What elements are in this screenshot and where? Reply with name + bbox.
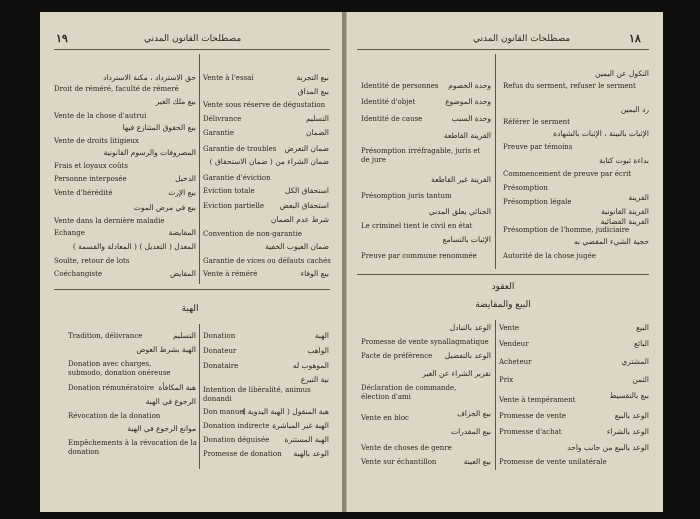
term-fr: Frais et loyaux coûts [54,162,128,170]
term-ar: بيع الحقوق المتنازع فيها [122,123,196,132]
term-fr: Pacte de préférence [361,352,433,360]
term-ar: الجنائي يعلق المدني [428,207,491,216]
header-rule [357,49,649,50]
term-fr: Promesse de vente unilatérale [499,458,607,466]
term-fr: Intention de libéralité, animus donandi [203,386,311,403]
term-fr: Vente à l'essai [203,74,254,82]
term-ar: القرينة القضائية [600,217,649,226]
term-ar: القرينة القانونية [601,207,649,216]
column-divider [495,54,496,269]
term-ar: ضمان الشراء من ( ضمان الاستحقاق ) [209,157,329,166]
section-subtitle: البيع والمقايضة [475,300,531,310]
term-fr: Preuve par témoins [503,143,573,151]
term-fr: Commencement de preuve par écrit [503,170,632,178]
term-ar: بيع العينة [463,457,491,466]
term-fr: Révocation de la donation [68,412,161,420]
term-fr: Garantie d'éviction [203,174,271,182]
term-fr: Donation avec charges, submodo, donation onéreuse [68,360,171,377]
term-ar: المقايض [169,269,196,278]
column-divider [199,54,200,284]
term-fr: Promesse de donation [203,450,282,458]
term-fr: Vente de droits litigieux [54,137,139,145]
running-header: مصطلحات القانون المدني [144,34,242,44]
right-page [346,12,663,512]
term-fr: Vente à tempérament [499,396,576,404]
term-fr: Vente sur échantillon [361,458,437,466]
term-ar: بيع المذاق [297,87,329,96]
term-fr: Vente de choses de genre [361,444,452,452]
term-fr: Promesse de vente [499,412,567,420]
term-fr: Refus du serment, refuser le serment [503,82,636,90]
term-ar: بيع الإرث [168,188,196,197]
term-fr: Garantie de vices ou défauts cachés [203,257,331,265]
term-ar: الإثبات بالتسامع [442,235,491,244]
term-ar: الرجوع في الهبة [145,397,196,406]
term-ar: بيع الوفاء [300,269,329,278]
term-fr: Présomption [503,184,548,192]
term-fr: Le criminel tient le civil en état [361,222,473,230]
term-ar: الوعد بالهبة [293,449,329,458]
term-fr: Soulte, retour de lots [54,257,130,265]
term-ar: الهبة غير المباشرة [272,421,329,430]
column-divider [199,324,200,469]
term-fr: Vente de la chose d'autrui [54,112,147,120]
term-fr: Déclaration de commande, élection d'ami [361,384,457,401]
term-ar: النكول عن اليمين [595,69,649,78]
term-ar: الضمان [305,128,329,137]
section-title: العقود [491,282,515,292]
term-ar: حجية الشيء المقضي به [573,237,649,246]
term-fr: Délivrance [203,115,242,123]
page-number: ١٨ [629,32,641,45]
term-fr: Eviction totale [203,187,255,195]
term-fr: Personne interposée [54,175,127,183]
term-fr: Présomption irréfragable, juris et de jure [361,147,481,164]
term-fr: Donation rémunératoire [68,384,155,392]
term-fr: Vente à réméré [203,270,258,278]
term-ar: بيع بالتقسيط [609,391,649,400]
term-ar: شرط عدم الضمان [270,215,329,224]
term-fr: Empêchements à la révocation de la donation [68,439,197,456]
section-rule [54,289,330,290]
term-fr: Eviction partielle [203,202,265,210]
term-ar: استحقاق الكل [285,186,329,195]
term-ar: استحقاق البعض [279,201,329,210]
term-ar: الوعد بالبيع [614,411,649,420]
term-ar: الهبة بشرط العوض [136,345,196,354]
left-page [40,12,343,512]
section-rule [357,274,649,275]
term-fr: Vendeur [499,340,529,348]
term-ar: بيع التجربة [296,73,329,82]
term-fr: Présomption légale [503,198,572,206]
term-ar: بيع الجزاف [457,409,491,418]
term-ar: وحدة الخصوم [448,81,491,90]
term-fr: Coéchangiste [54,270,103,278]
term-ar: وحدة الموضوع [445,97,491,106]
term-fr: Identité d'objet [361,98,416,106]
term-ar: المقايضة [168,228,196,237]
term-ar: الثمن [632,375,649,384]
term-fr: Vente dans la dernière maladie [54,217,165,225]
term-ar: موانع الرجوع في الهبة [127,424,196,433]
term-ar: تقرير الشراء عن الغير [422,369,491,378]
term-ar: بيع المقدرات [451,427,491,436]
page-number: ١٩ [56,32,68,45]
term-fr: Garantie de troubles [203,145,277,153]
term-fr: Autorité de la chose jugée [503,252,596,260]
term-fr: Promesse d'achat [499,428,562,436]
term-ar: الدخيل [175,174,196,183]
term-ar: هبة المكافأة [158,383,196,392]
term-ar: البائع [634,339,649,348]
term-ar: الموهوب له [292,361,329,370]
term-fr: Identité de cause [361,115,423,123]
term-fr: Vente [499,324,520,332]
term-fr: Vente sous réserve de dégustation [203,101,326,109]
term-fr: Prix [499,376,514,384]
term-fr: Vente en bloc [361,414,409,422]
term-ar: ضمان التعرض [284,144,329,153]
term-ar: المعدل ( التعديل ) ( المعادلة والقسمة ) [72,242,196,251]
term-ar: هبة المنقول ( الهبة اليدوية ) [242,407,329,416]
term-fr: Vente d'hérédité [54,189,113,197]
term-ar: الوعد بالتفضيل [444,351,491,360]
term-fr: Garantie [203,129,234,137]
term-ar: القرينة غير القاطعة [431,175,491,184]
term-fr: Identité de personnes [361,82,439,90]
term-ar: بيع في مرض الموت [133,203,196,212]
term-fr: Donataire [203,362,239,370]
term-ar: المشتري [621,357,649,366]
term-ar: الوعد بالشراء [606,427,649,436]
term-ar: القرينة [628,193,649,202]
term-ar: الوعد بالبيع من جانب واحد [567,443,649,452]
term-ar: البيع [636,323,649,332]
term-ar: القرينة القاطعة [443,131,491,140]
term-ar: وحدة السبب [451,114,491,123]
term-ar: رد اليمين [620,105,649,114]
term-ar: التسليم [305,114,329,123]
term-fr: Promesse de vente synallagmatique [361,338,489,346]
term-fr: Référer le serment [503,118,570,126]
term-fr: Convention de non-garantie [203,230,303,238]
term-ar: المصروفات والرسوم القانونية [103,148,196,157]
term-fr: Echange [54,229,85,237]
running-header: مصطلحات القانون المدني [473,34,571,44]
term-fr: Donateur [203,347,237,355]
term-fr: Donation indirecte [203,422,270,430]
term-ar: نية التبرع [300,375,329,384]
term-ar: حق الاسترداد ، مكنة الاسترداد [103,73,196,82]
section-title: الهبة [181,304,199,314]
term-fr: Présomption juris tantum [361,192,452,200]
term-fr: Donation déguisée [203,436,270,444]
term-ar: التسليم [172,331,196,340]
term-fr: Don manuel [203,408,246,416]
term-ar: الوعد بالتبادل [449,323,491,332]
term-ar: الإثبات بالبينة ، الإثبات بالشهادة [553,129,649,138]
term-ar: ضمان العيوب الخفية [265,242,329,251]
term-fr: Acheteur [499,358,532,366]
header-rule [54,49,330,50]
term-ar: الهبة [314,331,329,340]
column-divider [495,320,496,470]
term-ar: بداءة ثبوت كتابة [599,156,649,165]
term-fr: Preuve par commune renommée [361,252,477,260]
term-fr: Droit de réméré, faculté de rémeré [54,85,179,93]
term-fr: Présomption de l'homme, judiciaire [503,226,630,234]
term-ar: بيع ملك الغير [155,97,196,106]
term-ar: الهبة المستترة [284,435,329,444]
term-fr: Donation [203,332,236,340]
term-fr: Tradition, délivrance [68,332,143,340]
term-ar: الواهب [307,346,329,355]
